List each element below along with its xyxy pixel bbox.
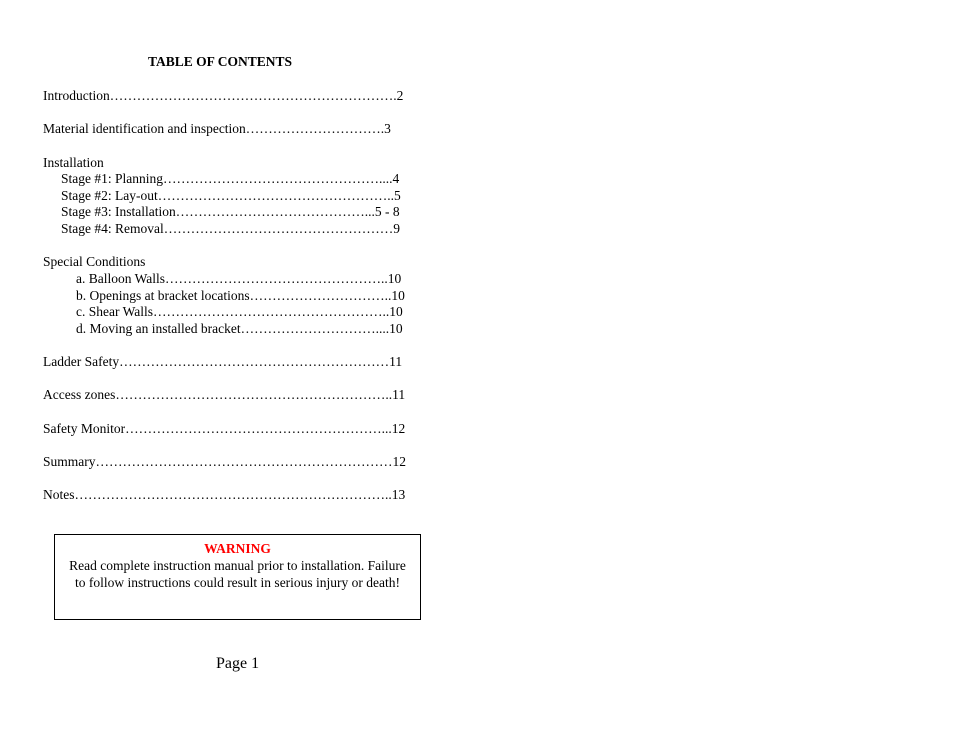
toc-title: TABLE OF CONTENTS <box>148 54 293 69</box>
toc-entry-stage-4: Stage #4: Removal……………………………………………9 <box>61 221 400 236</box>
toc-section-installation: Installation <box>43 155 104 170</box>
toc-section-special-conditions: Special Conditions <box>43 254 146 269</box>
warning-box <box>54 534 421 620</box>
toc-entry-ladder-safety: Ladder Safety……………………………………………………11 <box>43 354 403 369</box>
toc-entry-material-identification: Material identification and inspection………………………….3 <box>43 121 391 136</box>
toc-entry-balloon-walls: a. Balloon Walls…………………………………………..10 <box>76 271 402 286</box>
toc-entry-stage-3: Stage #3: Installation……………………………………...5 - 8 <box>61 204 400 219</box>
toc-entry-openings: b. Openings at bracket locations…………………………..10 <box>76 288 405 303</box>
toc-entry-shear-walls: c. Shear Walls……………………………………………..10 <box>76 304 403 319</box>
toc-entry-stage-1: Stage #1: Planning…………………………………………....4 <box>61 171 400 186</box>
toc-entry-safety-monitor: Safety Monitor…………………………………………………...12 <box>43 421 406 436</box>
toc-entry-stage-2: Stage #2: Lay-out……………………………………………..5 <box>61 188 401 203</box>
warning-heading: WARNING <box>204 541 271 556</box>
toc-entry-notes: Notes……………………………………………………………..13 <box>43 487 406 502</box>
toc-entry-moving-bracket: d. Moving an installed bracket…………………………....10 <box>76 321 403 336</box>
warning-text: Read complete instruction manual prior to installation. Failure to follow instructions could result in serious injury or death! <box>69 558 406 590</box>
page-number: Page 1 <box>216 655 260 672</box>
toc-entry-access-zones: Access zones……………………………………………………..11 <box>43 387 406 402</box>
toc-entry-summary: Summary…………………………………………………………12 <box>43 454 406 469</box>
toc-entry-introduction: Introduction……………………………………………………….2 <box>43 88 404 103</box>
